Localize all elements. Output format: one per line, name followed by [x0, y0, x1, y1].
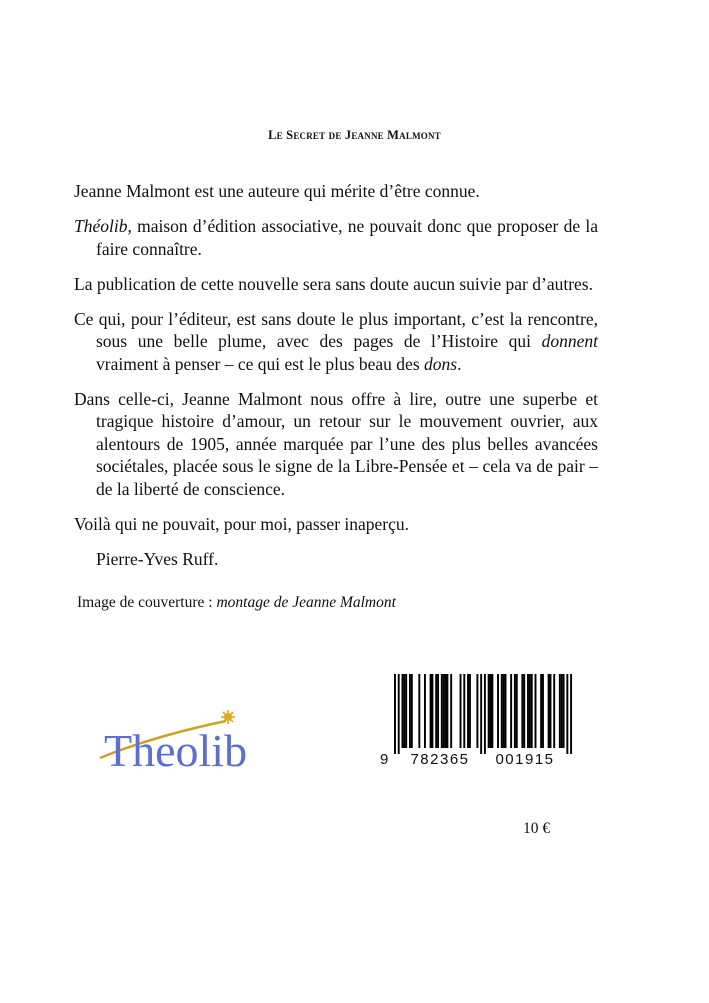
paragraph — [74, 513, 598, 536]
italic-run: Théolib — [74, 216, 128, 236]
barcode-bar — [553, 674, 555, 748]
theolib-logo — [94, 706, 264, 776]
barcode-bar — [570, 674, 572, 754]
barcode-bar — [463, 674, 465, 748]
barcode-bar — [445, 674, 447, 748]
barcode-bar — [480, 674, 482, 754]
barcode-bar — [548, 674, 550, 748]
barcode-bar — [540, 674, 542, 748]
text-run: Jeanne Malmont est une auteure qui mérite d’être connue. — [74, 181, 480, 201]
paragraph — [74, 388, 598, 501]
barcode-bar — [411, 674, 413, 748]
star-icon — [221, 710, 235, 724]
barcode-digits-left: 782365 — [410, 751, 470, 767]
barcode-bar — [431, 674, 433, 748]
barcode-bar — [559, 674, 561, 748]
barcode-bar — [430, 674, 432, 748]
logo-text: Theolib — [104, 725, 248, 776]
barcode-bar — [398, 674, 400, 754]
barcode-bar — [405, 674, 407, 748]
barcode-bar — [514, 674, 516, 748]
text-run: , maison d’édition associative, ne pouvait donc que proposer de la faire connaître. — [96, 216, 598, 259]
barcode-bar — [491, 674, 493, 748]
isbn-barcode — [376, 672, 578, 767]
barcode-bar — [497, 674, 499, 748]
barcode-bar — [401, 674, 403, 748]
barcode-bar — [566, 674, 568, 754]
barcode-bar — [529, 674, 531, 748]
paragraph — [74, 273, 598, 296]
italic-run: donnent — [541, 331, 598, 351]
barcode-bar — [394, 674, 396, 754]
text-run: vraiment à penser – ce qui est le plus beau des — [96, 353, 425, 374]
barcode-bar — [561, 674, 563, 748]
cover-credit-value: montage de Jeanne Malmont — [216, 594, 396, 611]
barcode-bar — [484, 674, 486, 754]
barcode-bar — [476, 674, 478, 748]
barcode-bar — [523, 674, 525, 748]
barcode-bar — [450, 674, 452, 748]
barcode-bar — [435, 674, 437, 748]
signature: Pierre-Yves Ruff. — [96, 548, 219, 569]
barcode-bar — [501, 674, 503, 748]
barcode-bar — [505, 674, 507, 748]
barcode-bar — [550, 674, 552, 748]
barcode-bar — [469, 674, 471, 748]
barcode-bar — [535, 674, 537, 748]
cover-credit — [77, 594, 396, 612]
barcode-bar — [490, 674, 492, 748]
italic-run: dons — [424, 353, 458, 374]
text-run: Ce qui, pour l’éditeur, est sans doute le plus important, c’est la rencontre, sous une belle plume, avec des pages de l’Histoire qui — [74, 308, 598, 351]
text-run: Voilà qui ne pouvait, pour moi, passer inaperçu. — [74, 513, 410, 534]
barcode-bar — [488, 674, 490, 748]
barcode-bar — [516, 674, 518, 748]
barcode-bars — [394, 674, 572, 754]
barcode-bar — [441, 674, 443, 748]
barcode-bar — [527, 674, 529, 748]
text-run: Dans celle-ci, Jeanne Malmont nous offre à lire, outre une superbe et tragique histoire d’amour, un retour sur le mouvement ouvrier, aux alentours de 1905, année marquée par l’une des plus belles avancées sociétales, placée sous le signe de la Libre-Pensée et – cela va de pair – de la liberté de conscience. — [74, 388, 598, 499]
barcode-bar — [460, 674, 462, 748]
barcode-bar — [542, 674, 544, 748]
barcode-bar — [446, 674, 448, 748]
text-run: La publication de cette nouvelle sera sans doute aucun suivie par d’autres. — [74, 273, 593, 294]
price: 10 € — [523, 820, 551, 837]
barcode-bar — [403, 674, 405, 748]
barcode-bar — [563, 674, 565, 748]
barcode-bar — [418, 674, 420, 748]
paragraph — [74, 308, 598, 376]
barcode-bar — [503, 674, 505, 748]
barcode-bar — [521, 674, 523, 748]
paragraph — [74, 215, 598, 260]
barcode-bar — [443, 674, 445, 748]
barcode-first-digit: 9 — [380, 751, 389, 767]
barcode-bar — [437, 674, 439, 748]
paragraph — [74, 180, 598, 203]
barcode-bar — [409, 674, 411, 748]
barcode-digits-right: 001915 — [495, 751, 555, 767]
barcode-bar — [424, 674, 426, 748]
page-title: Le Secret de Jeanne Malmont — [268, 128, 441, 142]
body-text — [74, 180, 598, 583]
barcode-bar — [467, 674, 469, 748]
barcode-bar — [510, 674, 512, 748]
barcode-bar — [531, 674, 533, 748]
cover-credit-label: Image de couverture : — [77, 594, 217, 611]
text-run: . — [457, 353, 462, 374]
